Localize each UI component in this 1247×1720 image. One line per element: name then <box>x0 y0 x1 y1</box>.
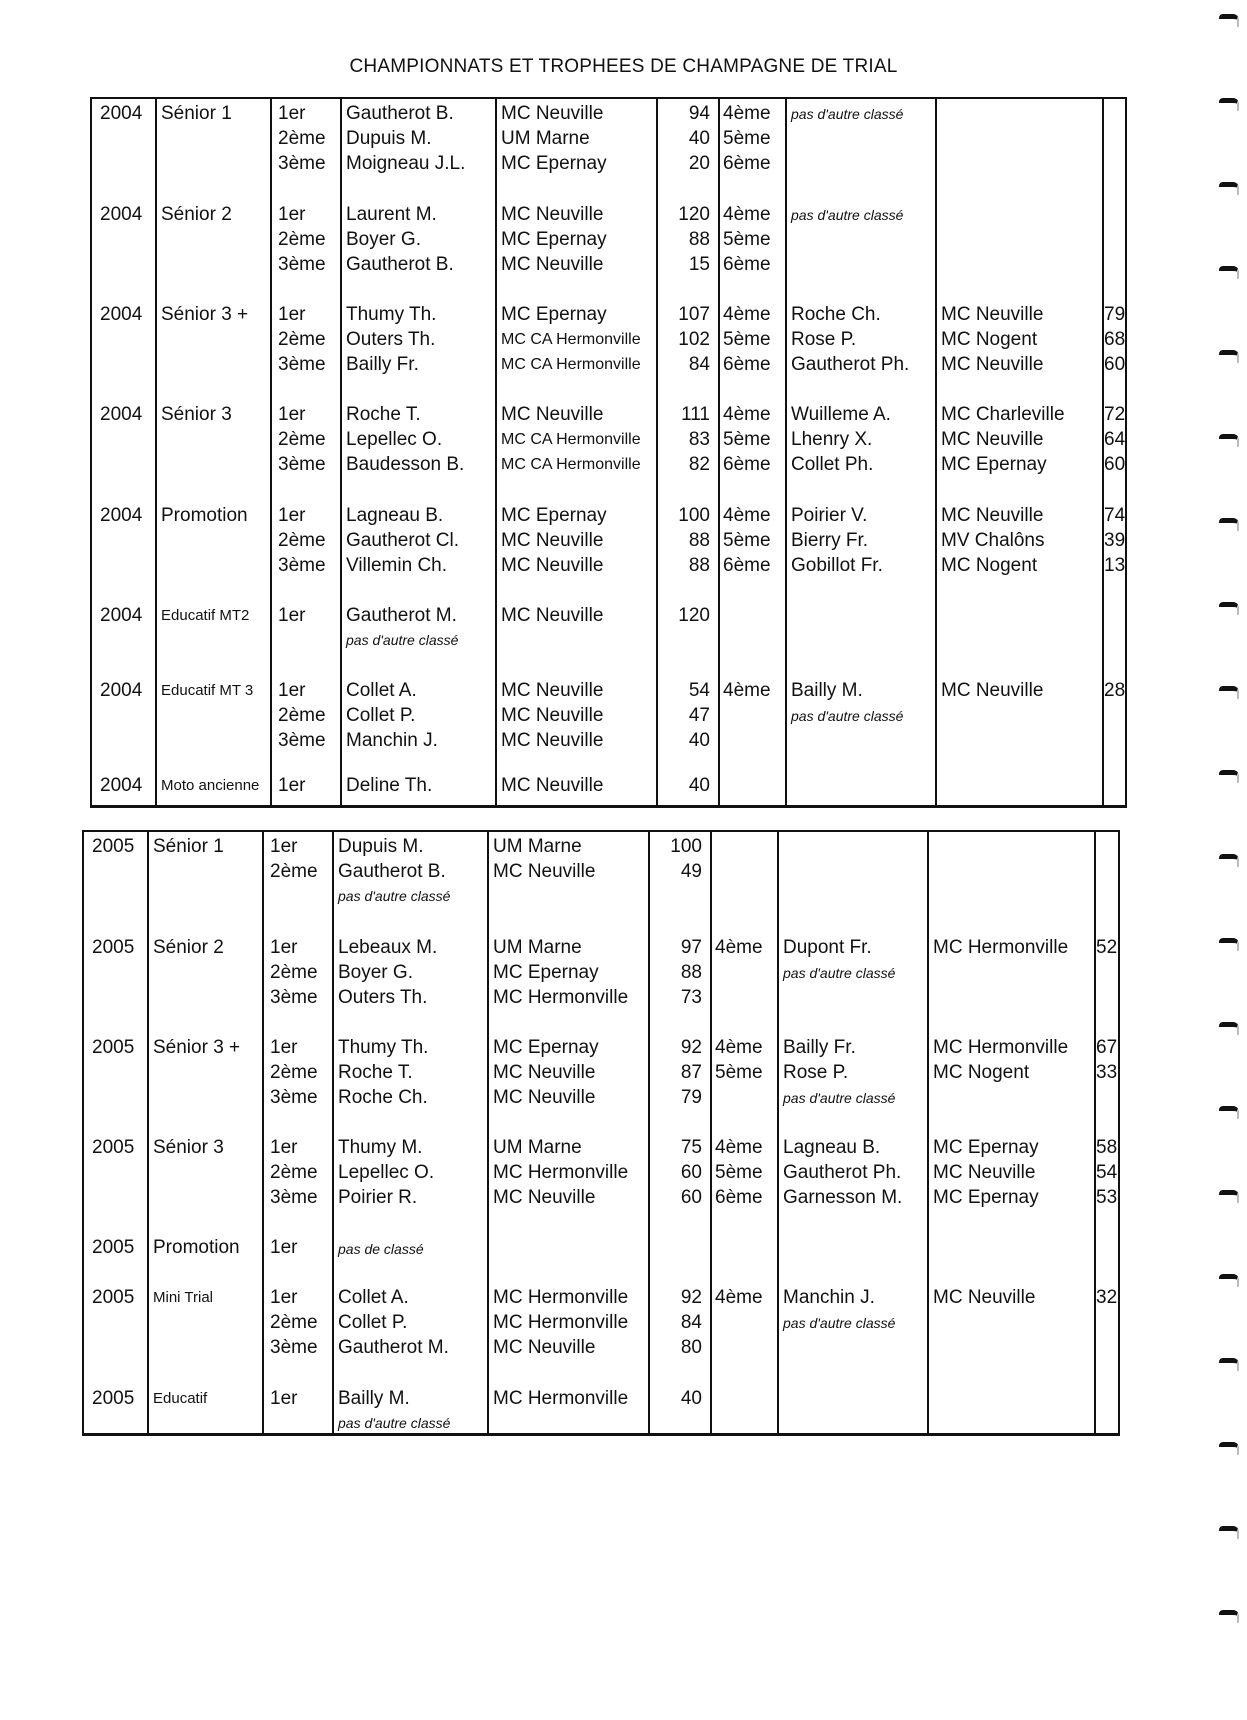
points-cell: 33 <box>1096 1062 1118 1083</box>
club-cell: MC Epernay <box>501 153 607 174</box>
points-cell: 120 <box>678 204 710 225</box>
rank-cell: 3ème <box>278 730 326 751</box>
points-cell: 88 <box>688 555 710 576</box>
column-divider <box>270 99 272 805</box>
rank-cell: 1er <box>278 404 306 425</box>
points-cell: 40 <box>688 775 710 796</box>
rank-cell: 1er <box>278 775 306 796</box>
binder-hole-mark <box>1219 1274 1239 1287</box>
points-cell: 73 <box>680 987 702 1008</box>
column-divider <box>935 99 937 805</box>
rank-cell: 4ème <box>715 1287 763 1308</box>
column-divider <box>262 832 264 1433</box>
points-cell: 64 <box>1104 429 1126 450</box>
no-other-ranked-note: pas d'autre classé <box>791 708 904 724</box>
points-cell: 60 <box>1104 354 1126 375</box>
rider-name-cell: Manchin J. <box>346 730 438 751</box>
rider-name-cell: Manchin J. <box>783 1287 875 1308</box>
rank-cell: 2ème <box>278 329 326 350</box>
year-cell: 2005 <box>92 937 135 958</box>
year-cell: 2004 <box>100 304 143 325</box>
points-cell: 68 <box>1104 329 1126 350</box>
rider-name-cell: Collet P. <box>346 705 416 726</box>
club-cell: MC Neuville <box>501 530 604 551</box>
rider-name-cell: Thumy Th. <box>338 1037 429 1058</box>
points-cell: 92 <box>680 1287 702 1308</box>
rank-cell: 2ème <box>270 962 318 983</box>
club-cell: MC Neuville <box>941 429 1044 450</box>
points-cell: 92 <box>680 1037 702 1058</box>
points-cell: 40 <box>680 1388 702 1409</box>
binder-hole-mark <box>1219 518 1239 531</box>
year-cell: 2005 <box>92 836 135 857</box>
club-cell: MC Neuville <box>933 1162 1036 1183</box>
club-cell: MC Neuville <box>941 304 1044 325</box>
column-divider <box>710 832 712 1433</box>
column-divider <box>718 99 720 805</box>
rank-cell: 5ème <box>723 128 771 149</box>
rider-name-cell: Villemin Ch. <box>346 555 448 576</box>
club-cell: MC Neuville <box>501 204 604 225</box>
rank-cell: 1er <box>270 937 298 958</box>
points-cell: 111 <box>681 404 710 425</box>
binder-hole-mark <box>1219 182 1239 195</box>
rider-name-cell: Lebeaux M. <box>338 937 438 958</box>
binder-hole-mark <box>1219 434 1239 447</box>
binder-hole-mark <box>1219 98 1239 111</box>
column-divider <box>147 832 149 1433</box>
rank-cell: 6ème <box>715 1187 763 1208</box>
category-cell: Promotion <box>153 1237 240 1258</box>
club-cell: MC Epernay <box>933 1187 1039 1208</box>
rider-name-cell: Dupuis M. <box>346 128 432 149</box>
rider-name-cell: Gautherot B. <box>346 254 454 275</box>
rank-cell: 4ème <box>723 103 771 124</box>
club-cell: MC Epernay <box>501 304 607 325</box>
club-cell: MC Hermonville <box>933 937 1069 958</box>
rank-cell: 2ème <box>270 1162 318 1183</box>
club-cell: MC Nogent <box>941 329 1038 350</box>
rank-cell: 3ème <box>278 354 326 375</box>
rider-name-cell: Gautherot Ph. <box>783 1162 902 1183</box>
points-cell: 88 <box>680 962 702 983</box>
rider-name-cell: Dupuis M. <box>338 836 424 857</box>
points-cell: 60 <box>680 1162 702 1183</box>
binder-hole-mark <box>1219 854 1239 867</box>
club-cell: MC Hermonville <box>493 987 629 1008</box>
category-cell: Mini Trial <box>153 1289 214 1306</box>
category-cell: Sénior 3 + <box>161 304 249 325</box>
rank-cell: 4ème <box>723 404 771 425</box>
club-cell: MC Hermonville <box>493 1312 629 1333</box>
points-cell: 39 <box>1104 530 1126 551</box>
column-divider <box>332 832 334 1433</box>
points-cell: 87 <box>680 1062 702 1083</box>
rank-cell: 5ème <box>715 1062 763 1083</box>
rank-cell: 3ème <box>278 153 326 174</box>
category-cell: Sénior 2 <box>153 937 224 958</box>
points-cell: 100 <box>670 836 702 857</box>
rider-name-cell: Collet P. <box>338 1312 408 1333</box>
rider-name-cell: Gautherot M. <box>338 1337 449 1358</box>
points-cell: 100 <box>678 505 710 526</box>
rider-name-cell: Roche T. <box>346 404 421 425</box>
rider-name-cell: Bierry Fr. <box>791 530 869 551</box>
rank-cell: 2ème <box>270 861 318 882</box>
binder-hole-mark <box>1219 14 1239 27</box>
rank-cell: 2ème <box>278 429 326 450</box>
rank-cell: 5ème <box>723 530 771 551</box>
club-cell: MC Neuville <box>941 680 1044 701</box>
club-cell: MC Hermonville <box>493 1162 629 1183</box>
rank-cell: 3ème <box>278 454 326 475</box>
rank-cell: 3ème <box>278 555 326 576</box>
club-cell: MC Neuville <box>933 1287 1036 1308</box>
no-other-ranked-note: pas d'autre classé <box>338 888 451 904</box>
year-cell: 2004 <box>100 775 143 796</box>
points-cell: 40 <box>688 730 710 751</box>
rank-cell: 3ème <box>270 1187 318 1208</box>
points-cell: 97 <box>680 937 702 958</box>
club-cell: MC Neuville <box>501 254 604 275</box>
rider-name-cell: Bailly Fr. <box>783 1037 856 1058</box>
binder-hole-mark <box>1219 1106 1239 1119</box>
rank-cell: 4ème <box>723 505 771 526</box>
points-cell: 52 <box>1096 937 1118 958</box>
binder-hole-mark <box>1219 1358 1239 1371</box>
rank-cell: 3ème <box>270 987 318 1008</box>
category-cell: Sénior 1 <box>161 103 232 124</box>
points-cell: 67 <box>1096 1037 1118 1058</box>
points-cell: 94 <box>688 103 710 124</box>
rider-name-cell: Roche Ch. <box>338 1087 428 1108</box>
rider-name-cell: Poirier V. <box>791 505 868 526</box>
points-cell: 53 <box>1096 1187 1118 1208</box>
points-cell: 74 <box>1104 505 1126 526</box>
category-cell: Sénior 3 + <box>153 1037 241 1058</box>
rank-cell: 2ème <box>270 1062 318 1083</box>
rank-cell: 1er <box>270 1037 298 1058</box>
rank-cell: 3ème <box>278 254 326 275</box>
rider-name-cell: Rose P. <box>783 1062 849 1083</box>
club-cell: MC Neuville <box>501 680 604 701</box>
rider-name-cell: Dupont Fr. <box>783 937 872 958</box>
rider-name-cell: Roche T. <box>338 1062 413 1083</box>
year-cell: 2004 <box>100 404 143 425</box>
rider-name-cell: Laurent M. <box>346 204 437 225</box>
club-cell: MC CA Hermonville <box>501 356 641 373</box>
points-cell: 79 <box>1104 304 1126 325</box>
rider-name-cell: Outers Th. <box>338 987 428 1008</box>
rider-name-cell: Boyer G. <box>338 962 413 983</box>
club-cell: MC CA Hermonville <box>501 331 641 348</box>
rank-cell: 4ème <box>715 937 763 958</box>
club-cell: MC Hermonville <box>493 1388 629 1409</box>
points-cell: 32 <box>1096 1287 1118 1308</box>
binder-hole-mark <box>1219 938 1239 951</box>
rank-cell: 5ème <box>723 329 771 350</box>
club-cell: MC Neuville <box>501 705 604 726</box>
club-cell: UM Marne <box>493 836 582 857</box>
club-cell: MC Neuville <box>493 1187 596 1208</box>
points-cell: 49 <box>680 861 702 882</box>
table-2005 <box>82 830 1120 1436</box>
year-cell: 2004 <box>100 605 143 626</box>
rank-cell: 1er <box>278 505 306 526</box>
rider-name-cell: Lagneau B. <box>346 505 444 526</box>
rank-cell: 6ème <box>723 354 771 375</box>
rider-name-cell: Bailly M. <box>791 680 863 701</box>
column-divider <box>340 99 342 805</box>
rank-cell: 2ème <box>278 229 326 250</box>
year-cell: 2004 <box>100 103 143 124</box>
rider-name-cell: Poirier R. <box>338 1187 418 1208</box>
points-cell: 120 <box>678 605 710 626</box>
category-cell: Sénior 3 <box>161 404 232 425</box>
points-cell: 47 <box>688 705 710 726</box>
binder-hole-mark <box>1219 770 1239 783</box>
category-cell: Sénior 2 <box>161 204 232 225</box>
rank-cell: 1er <box>278 304 306 325</box>
rank-cell: 2ème <box>270 1312 318 1333</box>
column-divider <box>777 832 779 1433</box>
rank-cell: 4ème <box>723 304 771 325</box>
club-cell: UM Marne <box>493 1137 582 1158</box>
no-ranking-note: pas de classé <box>338 1241 424 1257</box>
club-cell: MC Neuville <box>493 1337 596 1358</box>
rider-name-cell: Lepellec O. <box>338 1162 435 1183</box>
rider-name-cell: Bailly M. <box>338 1388 410 1409</box>
rank-cell: 3ème <box>270 1337 318 1358</box>
club-cell: MC Neuville <box>501 103 604 124</box>
points-cell: 88 <box>688 530 710 551</box>
category-cell: Educatif <box>153 1390 208 1407</box>
rank-cell: 1er <box>278 204 306 225</box>
binding-marks <box>1207 0 1247 1720</box>
rank-cell: 6ème <box>723 254 771 275</box>
rank-cell: 4ème <box>715 1037 763 1058</box>
points-cell: 28 <box>1104 680 1126 701</box>
rank-cell: 4ème <box>723 680 771 701</box>
rider-name-cell: Roche Ch. <box>791 304 881 325</box>
column-divider <box>1094 832 1096 1433</box>
rider-name-cell: Collet A. <box>338 1287 409 1308</box>
club-cell: MC Hermonville <box>493 1287 629 1308</box>
binder-hole-mark <box>1219 1442 1239 1455</box>
club-cell: MC Neuville <box>941 354 1044 375</box>
year-cell: 2005 <box>92 1137 135 1158</box>
rank-cell: 1er <box>270 1137 298 1158</box>
points-cell: 15 <box>688 254 710 275</box>
binder-hole-mark <box>1219 1610 1239 1623</box>
no-other-ranked-note: pas d'autre classé <box>783 1090 896 1106</box>
rider-name-cell: Gautherot M. <box>346 605 457 626</box>
rank-cell: 2ème <box>278 705 326 726</box>
rider-name-cell: Lagneau B. <box>783 1137 881 1158</box>
club-cell: MC CA Hermonville <box>501 431 641 448</box>
points-cell: 84 <box>688 354 710 375</box>
rider-name-cell: Gautherot Ph. <box>791 354 910 375</box>
points-cell: 80 <box>680 1337 702 1358</box>
category-cell: Educatif MT 3 <box>161 682 254 699</box>
rider-name-cell: Boyer G. <box>346 229 421 250</box>
binder-hole-mark <box>1219 1526 1239 1539</box>
year-cell: 2004 <box>100 680 143 701</box>
rank-cell: 2ème <box>278 128 326 149</box>
rider-name-cell: Wuilleme A. <box>791 404 891 425</box>
page-title: CHAMPIONNATS ET TROPHEES DE CHAMPAGNE DE TRIAL <box>349 56 898 77</box>
binder-hole-mark <box>1219 686 1239 699</box>
rank-cell: 5ème <box>723 429 771 450</box>
club-cell: MC Neuville <box>941 505 1044 526</box>
rider-name-cell: Rose P. <box>791 329 857 350</box>
rider-name-cell: Garnesson M. <box>783 1187 903 1208</box>
points-cell: 58 <box>1096 1137 1118 1158</box>
club-cell: MC Neuville <box>493 861 596 882</box>
rank-cell: 2ème <box>278 530 326 551</box>
rider-name-cell: Outers Th. <box>346 329 436 350</box>
rider-name-cell: Lepellec O. <box>346 429 443 450</box>
club-cell: MC Neuville <box>501 404 604 425</box>
points-cell: 40 <box>688 128 710 149</box>
column-divider <box>927 832 929 1433</box>
no-other-ranked-note: pas d'autre classé <box>791 207 904 223</box>
category-cell: Sénior 3 <box>153 1137 224 1158</box>
points-cell: 13 <box>1104 555 1126 576</box>
rider-name-cell: Lhenry X. <box>791 429 873 450</box>
rank-cell: 4ème <box>715 1137 763 1158</box>
no-other-ranked-note: pas d'autre classé <box>791 106 904 122</box>
points-cell: 60 <box>680 1187 702 1208</box>
rank-cell: 1er <box>270 1388 298 1409</box>
rank-cell: 5ème <box>723 229 771 250</box>
rank-cell: 1er <box>278 605 306 626</box>
club-cell: MC Epernay <box>941 454 1047 475</box>
category-cell: Educatif MT2 <box>161 607 250 624</box>
binder-hole-mark <box>1219 266 1239 279</box>
year-cell: 2004 <box>100 204 143 225</box>
club-cell: MC Epernay <box>493 1037 599 1058</box>
no-other-ranked-note: pas d'autre classé <box>783 1315 896 1331</box>
rank-cell: 5ème <box>715 1162 763 1183</box>
rider-name-cell: Baudesson B. <box>346 454 465 475</box>
rank-cell: 1er <box>270 836 298 857</box>
rider-name-cell: Gautherot B. <box>346 103 454 124</box>
points-cell: 83 <box>688 429 710 450</box>
club-cell: MC Neuville <box>501 605 604 626</box>
points-cell: 82 <box>688 454 710 475</box>
points-cell: 20 <box>688 153 710 174</box>
category-cell: Sénior 1 <box>153 836 224 857</box>
rank-cell: 4ème <box>723 204 771 225</box>
rider-name-cell: Gautherot Cl. <box>346 530 459 551</box>
binder-hole-mark <box>1219 1022 1239 1035</box>
club-cell: MC Epernay <box>501 505 607 526</box>
points-cell: 54 <box>1096 1162 1118 1183</box>
year-cell: 2005 <box>92 1287 135 1308</box>
club-cell: MC Neuville <box>493 1087 596 1108</box>
rank-cell: 6ème <box>723 454 771 475</box>
club-cell: MC Neuville <box>501 775 604 796</box>
rank-cell: 1er <box>270 1287 298 1308</box>
points-cell: 79 <box>680 1087 702 1108</box>
rider-name-cell: Thumy Th. <box>346 304 437 325</box>
club-cell: MC Epernay <box>501 229 607 250</box>
club-cell: MC Neuville <box>501 555 604 576</box>
rank-cell: 1er <box>278 680 306 701</box>
category-cell: Moto ancienne <box>161 777 260 794</box>
club-cell: MC Hermonville <box>933 1037 1069 1058</box>
rider-name-cell: Moigneau J.L. <box>346 153 466 174</box>
rank-cell: 6ème <box>723 153 771 174</box>
binder-hole-mark <box>1219 602 1239 615</box>
club-cell: MC Epernay <box>493 962 599 983</box>
no-other-ranked-note: pas d'autre classé <box>783 965 896 981</box>
column-divider <box>155 99 157 805</box>
club-cell: MC CA Hermonville <box>501 456 641 473</box>
rank-cell: 3ème <box>270 1087 318 1108</box>
rider-name-cell: Thumy M. <box>338 1137 423 1158</box>
points-cell: 84 <box>680 1312 702 1333</box>
column-divider <box>785 99 787 805</box>
rider-name-cell: Bailly Fr. <box>346 354 419 375</box>
no-other-ranked-note: pas d'autre classé <box>338 1415 451 1431</box>
rider-name-cell: Collet Ph. <box>791 454 874 475</box>
column-divider <box>495 99 497 805</box>
club-cell: MC Neuville <box>501 730 604 751</box>
no-other-ranked-note: pas d'autre classé <box>346 632 459 648</box>
year-cell: 2004 <box>100 505 143 526</box>
rider-name-cell: Collet A. <box>346 680 417 701</box>
category-cell: Promotion <box>161 505 248 526</box>
points-cell: 60 <box>1104 454 1126 475</box>
year-cell: 2005 <box>92 1037 135 1058</box>
club-cell: MC Neuville <box>493 1062 596 1083</box>
rank-cell: 6ème <box>723 555 771 576</box>
club-cell: MV Chalôns <box>941 530 1045 551</box>
club-cell: MC Nogent <box>941 555 1038 576</box>
binder-hole-mark <box>1219 350 1239 363</box>
rank-cell: 1er <box>278 103 306 124</box>
club-cell: UM Marne <box>501 128 590 149</box>
club-cell: MC Nogent <box>933 1062 1030 1083</box>
rider-name-cell: Deline Th. <box>346 775 433 796</box>
points-cell: 107 <box>678 304 710 325</box>
rider-name-cell: Gobillot Fr. <box>791 555 883 576</box>
points-cell: 72 <box>1104 404 1126 425</box>
points-cell: 88 <box>688 229 710 250</box>
year-cell: 2005 <box>92 1388 135 1409</box>
club-cell: MC Epernay <box>933 1137 1039 1158</box>
club-cell: UM Marne <box>493 937 582 958</box>
club-cell: MC Charleville <box>941 404 1065 425</box>
table-2004 <box>90 97 1127 808</box>
rider-name-cell: Gautherot B. <box>338 861 446 882</box>
points-cell: 54 <box>688 680 710 701</box>
year-cell: 2005 <box>92 1237 135 1258</box>
rank-cell: 1er <box>270 1237 298 1258</box>
points-cell: 102 <box>678 329 710 350</box>
points-cell: 75 <box>680 1137 702 1158</box>
column-divider <box>487 832 489 1433</box>
binder-hole-mark <box>1219 1190 1239 1203</box>
